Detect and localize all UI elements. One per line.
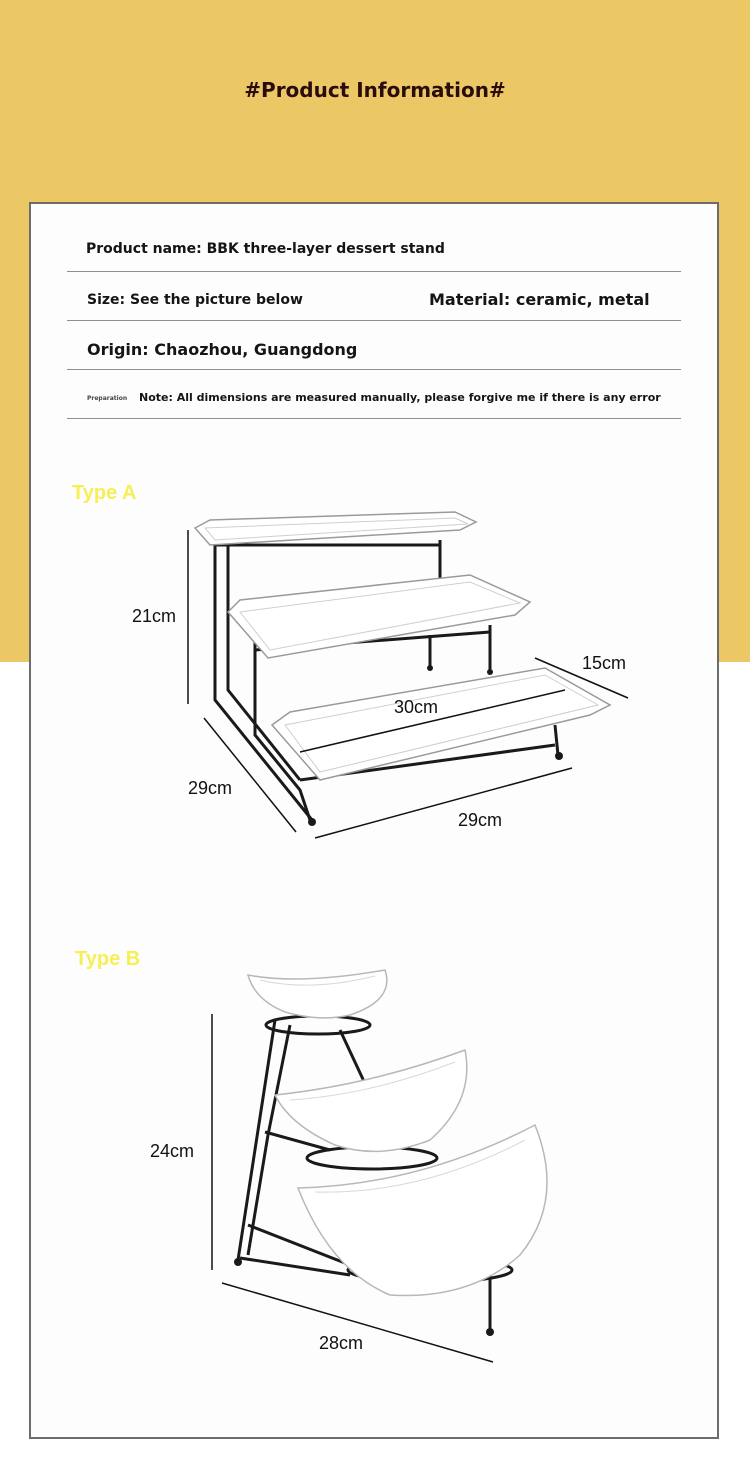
product-name-text: Product name: BBK three-layer dessert stand bbox=[86, 241, 445, 257]
type-b-height-dim: 24cm bbox=[150, 1141, 195, 1161]
type-b-ceramic-bowls bbox=[248, 970, 547, 1296]
type-a-height-dim: 21cm bbox=[132, 606, 177, 626]
origin-text: Origin: Chaozhou, Guangdong bbox=[87, 340, 358, 359]
type-a-base-dim: 29cm bbox=[458, 810, 503, 830]
type-a-depth-dim: 29cm bbox=[188, 778, 233, 798]
page-title: #Product Information# bbox=[244, 78, 506, 102]
material-text: Material: ceramic, metal bbox=[429, 290, 650, 309]
type-a-label: Type A bbox=[72, 482, 137, 504]
type-a-width-dim: 15cm bbox=[582, 653, 627, 673]
type-b-label: Type B bbox=[75, 948, 141, 970]
note-text: Note: All dimensions are measured manually, please forgive me if there is any error bbox=[139, 391, 661, 404]
preparation-tag: Preparation bbox=[87, 395, 128, 402]
type-a-tray-length-dim: 30cm bbox=[394, 697, 439, 717]
size-text: Size: See the picture below bbox=[87, 292, 303, 308]
type-b-base-dim: 28cm bbox=[319, 1333, 364, 1353]
